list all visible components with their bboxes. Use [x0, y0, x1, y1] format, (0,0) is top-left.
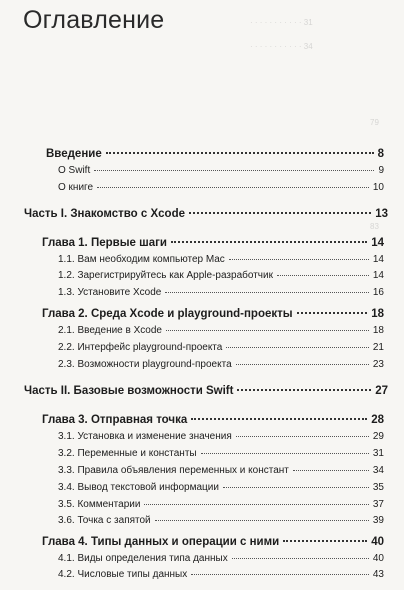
toc-section [58, 342, 384, 353]
toc-entry-title: 3.3. Правила объявления переменных и констант [58, 465, 289, 476]
dot-leader [236, 436, 369, 437]
toc-page-number: 18 [371, 308, 384, 320]
dot-leader [165, 292, 369, 293]
toc-page-number: 27 [375, 385, 388, 397]
toc-page-number: 10 [372, 182, 384, 193]
dot-leader [223, 487, 369, 488]
toc-page-number: 9 [378, 165, 384, 176]
toc-section [58, 465, 384, 476]
toc-entry-title: 1.2. Зарегистрируйтесь как Apple-разработчик [58, 270, 273, 281]
toc-entry-title: Глава 4. Типы данных и операции с ними [42, 536, 280, 548]
toc-entry-title: 3.6. Точка с запятой [58, 515, 151, 526]
dot-leader [106, 152, 374, 154]
toc-page-number: 18 [372, 325, 384, 336]
toc-section [58, 448, 384, 459]
dot-leader [155, 520, 369, 521]
dot-leader [226, 347, 369, 348]
toc-page-number: 34 [372, 465, 384, 476]
toc-chapter [42, 536, 384, 548]
toc-section [58, 499, 384, 510]
toc-section [58, 431, 384, 442]
toc-page-number: 37 [372, 499, 384, 510]
toc-entry-title: 3.4. Вывод текстовой информации [58, 482, 219, 493]
dot-leader [232, 558, 369, 559]
toc-chapter [42, 414, 384, 426]
toc-page-number: 23 [372, 359, 384, 370]
toc-page-number: 16 [372, 287, 384, 298]
toc-page-number: 14 [372, 270, 384, 281]
toc-page-number: 39 [372, 515, 384, 526]
toc-entry-title: 3.5. Комментарии [58, 499, 141, 510]
dot-leader [144, 504, 368, 505]
toc-entry-title: 1.3. Установите Xcode [58, 287, 162, 298]
toc-section [58, 270, 384, 281]
dot-leader [236, 364, 369, 365]
toc-chapter [42, 308, 384, 320]
page-title: Оглавление [23, 6, 165, 34]
dot-leader [293, 470, 369, 471]
toc-entry-title: Глава 3. Отправная точка [42, 414, 188, 426]
toc-entry-title: 2.3. Возможности playground-проекта [58, 359, 232, 370]
toc-entry-title: О Swift [58, 165, 91, 176]
toc-entry-title: Часть II. Базовые возможности Swift [24, 385, 234, 397]
dot-leader [297, 312, 368, 314]
toc-part [24, 385, 388, 397]
toc-entry-title: 4.2. Числовые типы данных [58, 569, 188, 580]
dot-leader [229, 259, 369, 260]
toc-section [58, 482, 384, 493]
toc-section [58, 359, 384, 370]
toc-chapter [42, 237, 384, 249]
dot-leader [171, 241, 367, 243]
toc-page-number: 35 [372, 482, 384, 493]
toc-page-number: 29 [372, 431, 384, 442]
toc-part [24, 208, 388, 220]
toc-entry-title: Часть I. Знакомство с Xcode [24, 208, 185, 220]
toc-entry-title: Глава 2. Среда Xcode и playground-проекты [42, 308, 293, 320]
toc-page-number: 28 [371, 414, 384, 426]
dot-leader [94, 170, 374, 171]
toc-entry-title: 2.1. Введение в Xcode [58, 325, 162, 336]
dot-leader [237, 389, 371, 391]
toc-entry-title: 2.2. Интерфейс playground-проекта [58, 342, 223, 353]
dot-leader [97, 187, 369, 188]
dot-leader [277, 275, 369, 276]
toc-entry-title: Глава 1. Первые шаги [42, 237, 167, 249]
toc-section [58, 165, 384, 176]
dot-leader [191, 574, 369, 575]
toc-section [58, 569, 384, 580]
toc-page-number: 14 [371, 237, 384, 249]
toc-page-number: 43 [372, 569, 384, 580]
toc-section [58, 325, 384, 336]
toc-entry-title: Введение [46, 148, 102, 160]
toc-page-number: 14 [372, 254, 384, 265]
toc-section [58, 287, 384, 298]
dot-leader [189, 212, 371, 214]
toc-entry-title: О книге [58, 182, 94, 193]
toc-section [58, 182, 384, 193]
toc-entry-title: 4.1. Виды определения типа данных [58, 553, 228, 564]
toc-entry-title: 3.2. Переменные и константы [58, 448, 197, 459]
toc-page-number: 13 [375, 208, 388, 220]
toc-page-number: 8 [377, 148, 384, 160]
toc-page-number: 31 [372, 448, 384, 459]
toc-page-number: 40 [371, 536, 384, 548]
toc-page-number: 21 [372, 342, 384, 353]
dot-leader [166, 330, 369, 331]
dot-leader [201, 453, 369, 454]
dot-leader [283, 540, 367, 542]
toc-introduction [46, 148, 384, 160]
toc-page-number: 40 [372, 553, 384, 564]
toc-entry-title: 1.1. Вам необходим компьютер Mac [58, 254, 225, 265]
toc-section [58, 553, 384, 564]
toc-section [58, 254, 384, 265]
toc-section [58, 515, 384, 526]
dot-leader [191, 418, 367, 420]
toc-entry-title: 3.1. Установка и изменение значения [58, 431, 232, 442]
